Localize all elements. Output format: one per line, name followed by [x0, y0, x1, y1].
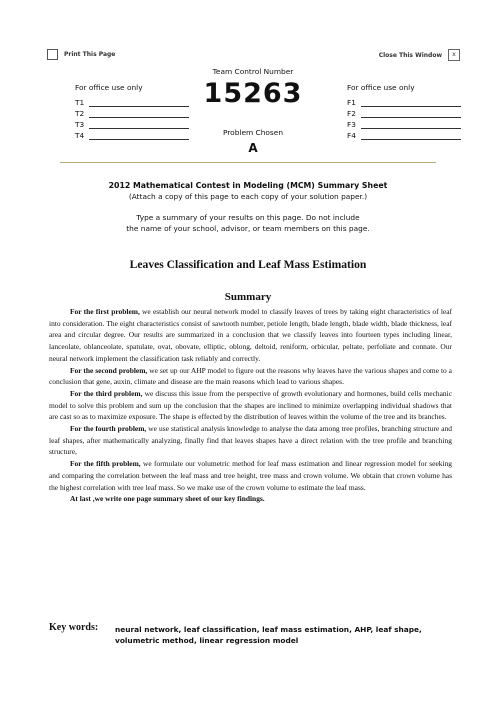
header-divider [60, 162, 436, 163]
paragraph-text: we establish our neural network model to classify leaves of trees by taking eight characteristics of leaf into consideration. The eight characteristics consist of sawtooth number, petiole length, blade length, blade width, blade thickness, leaf area and circular degree. Our results are summarized in a conclusion that we classify leaves into fourteen types including linear, lanceolate, oblanceolate, spatulate, ovat, obovate, elliptic, oblong, deltoid, reniform, orbicular, peltate, perfoliate and connate. Our neural network implement the classification task reliably and correctly. [49, 307, 452, 363]
office-field-line [361, 131, 461, 140]
office-field-label: F4 [347, 131, 356, 140]
paragraph-text: we discuss this issue from the perspective of growth evolutionary and hormones, build cells mechanic model to solve this problem and sum up the conclusion that the shapes are inclined to minimize overlapping individual shadows that are cast so as to maximize exposure. The shape is effected by the distribution of leaves within the volume of the tree and its branches. [49, 388, 452, 422]
office-field-label: T1 [75, 98, 85, 107]
office-field-line [361, 120, 461, 129]
keywords-block [49, 622, 459, 646]
paragraph-text: we use statistical analysis knowledge to analyse the data among tree profiles, branching structure and leaf shapes, after mathematically analyzing, finally find that leaves shapes have a direct relation with the tree profile and branching structure, [49, 424, 453, 457]
office-field-row [75, 107, 195, 118]
office-field-line [89, 131, 189, 140]
office-use-title: For office use only [75, 83, 143, 92]
paragraph-lead: For the fourth problem, [70, 424, 147, 434]
contest-title: 2012 Mathematical Contest in Modeling (MCM) Summary Sheet [108, 181, 388, 190]
office-field-row [347, 118, 467, 129]
paper-title: Leaves Classification and Leaf Mass Estimation [129, 258, 367, 271]
office-use-right [347, 83, 467, 140]
attach-note: (Attach a copy of this page to each copy of your solution paper.) [128, 192, 368, 201]
summary-body [49, 306, 452, 505]
office-use-left [75, 83, 195, 140]
summary-heading: Summary [224, 291, 272, 303]
close-icon[interactable]: x [448, 49, 460, 61]
team-control-number: 15263 [203, 78, 303, 109]
office-field-label: F1 [347, 98, 356, 107]
office-field-label: T3 [75, 120, 85, 129]
print-checkbox-icon [47, 49, 58, 60]
paragraph-text: we formulate our volumetric method for leaf mass estimation and linear regression model for seeking and comparing the correlation between the leaf mass and tree height, tree mass and crown volume. We obtain that crown volume has the highest correlation with tree leaf mass. So we make use of the crown volume to estimate the leaf mass. [49, 459, 453, 492]
keywords-text: neural network, leaf classification, leaf mass estimation, AHP, leaf shape, volumetric method, linear regression model [115, 625, 422, 645]
paragraph-lead: For the first problem, [70, 307, 140, 316]
summary-paragraph [49, 365, 452, 388]
close-window-button[interactable] [379, 49, 460, 61]
office-field-row [347, 96, 467, 107]
privacy-note: the name of your school, advisor, or team members on this page. [126, 224, 370, 233]
keywords-label: Key words: [49, 622, 99, 633]
paragraph-lead: For the fifth problem, [70, 459, 141, 469]
office-field-label: T4 [75, 131, 85, 140]
close-window-label: Close This Window [378, 51, 442, 59]
office-field-label: F3 [347, 120, 356, 129]
print-page-button[interactable] [47, 49, 115, 60]
type-summary-note: Type a summary of your results on this page. Do not include [136, 213, 360, 222]
summary-paragraph [49, 458, 452, 493]
summary-paragraph [49, 388, 452, 423]
paragraph-text: we set up our AHP model to figure out the reasons why leaves have the various shapes and come to a conclusion that gene, auxin, climate and disease are the main reasons which lead to various shapes. [49, 365, 452, 387]
office-field-line [361, 98, 461, 107]
office-field-row [75, 129, 195, 140]
window-toolbar [47, 49, 460, 63]
office-use-title: For office use only [347, 83, 415, 92]
office-field-line [361, 109, 461, 118]
summary-paragraph [49, 306, 452, 365]
office-field-label: T2 [75, 109, 85, 118]
problem-chosen-value: A [248, 141, 258, 155]
office-field-line [89, 120, 189, 129]
paragraph-lead: For the second problem, [70, 365, 148, 375]
problem-chosen-label: Problem Chosen [222, 128, 283, 137]
summary-paragraph [49, 423, 452, 458]
office-field-line [89, 98, 189, 107]
paragraph-lead: For the third problem, [70, 388, 143, 398]
team-control-label: Team Control Number [212, 67, 294, 76]
office-field-row [347, 107, 467, 118]
office-field-row [75, 118, 195, 129]
print-page-label: Print This Page [64, 51, 116, 58]
office-field-row [347, 129, 467, 140]
office-field-line [89, 109, 189, 118]
office-field-row [75, 96, 195, 107]
office-field-label: F2 [347, 109, 356, 118]
closing-paragraph: At last ,we write one page summary sheet of our key findings. [70, 494, 265, 504]
